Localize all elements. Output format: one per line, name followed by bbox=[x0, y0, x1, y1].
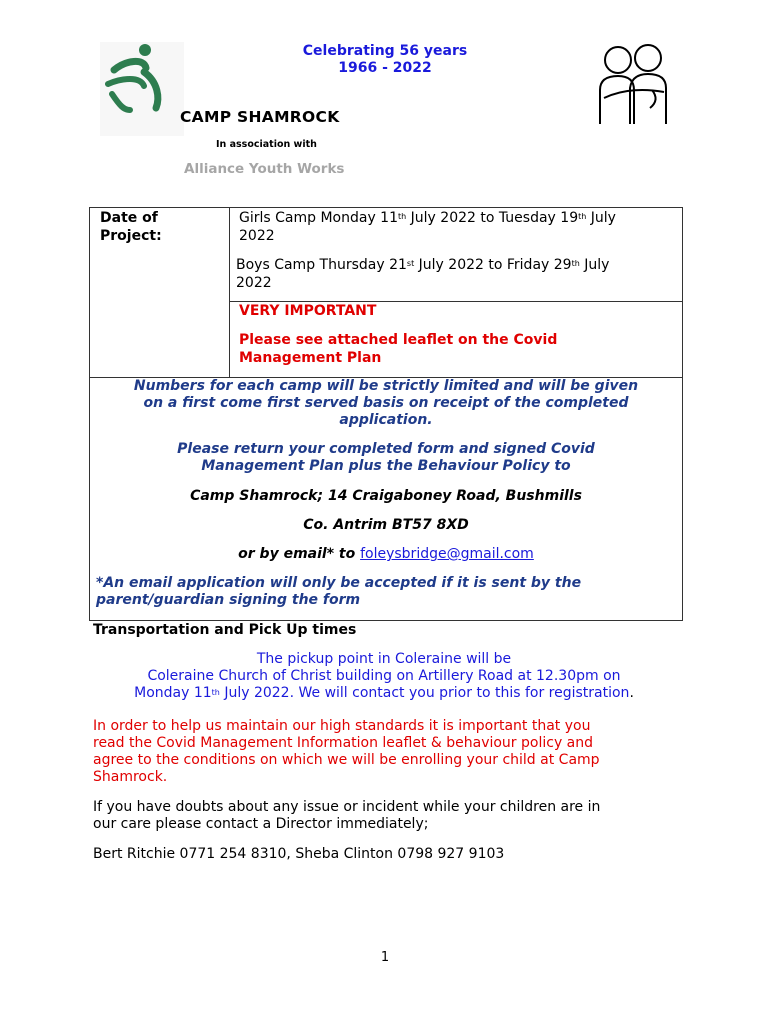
email-note: *An email application will only be accepted if it is sent by the parent/guardian signing the form bbox=[96, 575, 582, 608]
email-link[interactable]: foleysbridge@gmail.com bbox=[360, 546, 534, 562]
celebrating-text: Celebrating 56 years bbox=[302, 43, 468, 59]
covid-notice: Please see attached leaflet on the Covid Management Plan bbox=[239, 332, 558, 366]
girls-camp-dates: Girls Camp Monday 11th July 2022 to Tuesday 19th July 2022 bbox=[239, 210, 616, 244]
address-line-1: Camp Shamrock; 14 Craigaboney Road, Bushmills bbox=[190, 488, 582, 504]
limit-notice: Numbers for each camp will be strictly limited and will be given on a first come first served basis on receipt of the completed application. bbox=[133, 378, 639, 428]
transport-heading: Transportation and Pick Up times bbox=[93, 622, 357, 638]
years-text: 1966 - 2022 bbox=[338, 60, 432, 76]
association-text: In association with bbox=[216, 139, 317, 150]
boys-camp-dates: Boys Camp Thursday 21st July 2022 to Friday 29th July 2022 bbox=[236, 257, 610, 291]
page-title: CAMP SHAMROCK bbox=[180, 108, 340, 126]
table-divider bbox=[229, 207, 230, 378]
page-number: 1 bbox=[380, 950, 390, 965]
doubts-paragraph: If you have doubts about any issue or incident while your children are in our care please contact a Director immediately; bbox=[93, 799, 601, 832]
camp-logo bbox=[100, 42, 184, 136]
address-line-2: Co. Antrim BT57 8XD bbox=[303, 517, 469, 533]
partner-name: Alliance Youth Works bbox=[184, 161, 345, 177]
return-instructions: Please return your completed form and signed Covid Management Plan plus the Behaviour Policy to bbox=[177, 441, 595, 474]
friends-logo bbox=[590, 42, 680, 126]
standards-paragraph: In order to help us maintain our high standards it is important that you read the Covid Management Information leaflet & behaviour policy and agree to the conditions on which we will be enrolling your child at Camp Shamrock. bbox=[93, 718, 600, 785]
email-line: or by email* to foleysbridge@gmail.com bbox=[238, 546, 534, 562]
date-label: Date of Project: bbox=[100, 210, 162, 244]
pickup-info: The pickup point in Coleraine will be Coleraine Church of Christ building on Artillery Road at 12.30pm on Monday 11th July 2022. We will contact you prior to this for registration. bbox=[134, 651, 634, 701]
director-contacts: Bert Ritchie 0771 254 8310, Sheba Clinton 0798 927 9103 bbox=[93, 846, 505, 862]
celebration-banner bbox=[250, 43, 520, 77]
very-important-heading: VERY IMPORTANT bbox=[239, 303, 377, 319]
